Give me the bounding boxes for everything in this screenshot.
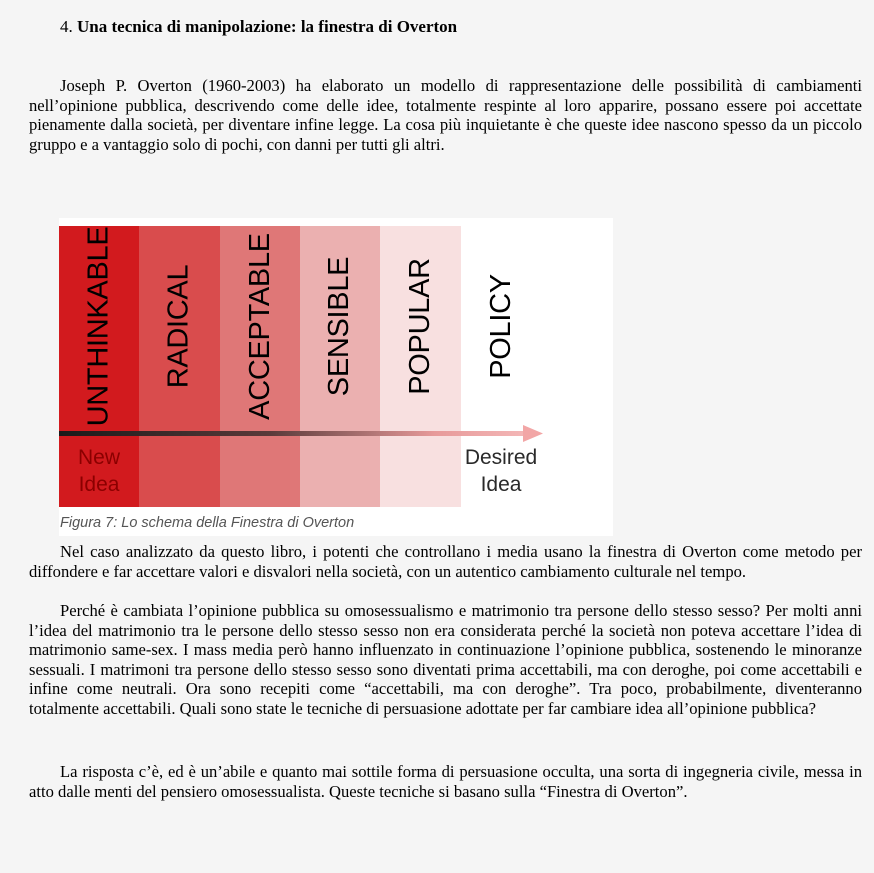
band-popular: [380, 226, 461, 507]
overton-window-figure: [59, 218, 613, 536]
band-label-sensible: SENSIBLE: [323, 256, 356, 396]
progression-arrow: [59, 422, 559, 446]
start-label-line2: Idea: [78, 473, 120, 496]
paragraph-media: Nel caso analizzato da questo libro, i potenti che controllano i media usano la finestra di Overton come metodo per diffondere e far accettare valori e disvalori nella società, con un autentico cambiamento culturale nel tempo.: [29, 542, 862, 581]
paragraph-question: Perché è cambiata l’opinione pubblica su omosessualismo e matrimonio tra persone dello stesso sesso? Per molti anni l’idea del matrimonio tra le persone dello stesso sesso non era considerata perché la società non poteva accettare l’idea di matrimonio same-sex. I mass media però hanno influenzato in continuazione l’opinione pubblica, sostenendo le minoranze sessuali. I matrimoni tra persone dello stesso sesso sono diventati prima accettabili, ma con deroghe, poi come accettabili e infine come neutrali. Ora sono recepiti come “accettabili, ma con deroghe”. Tra poco, probabilmente, diventeranno totalmente accettabili. Quali sono state le tecniche di persuasione adottate per far cambiare idea all’opinione pubblica?: [29, 601, 862, 718]
end-label: [459, 444, 543, 498]
band-label-unthinkable: UNTHINKABLE: [82, 226, 115, 426]
section-number: 4.: [60, 17, 73, 36]
band-label-policy: POLICY: [484, 273, 517, 379]
paragraph-answer: La risposta c’è, ed è un’abile e quanto mai sottile forma di persuasione occulta, una sorta di ingegneria civile, messa in atto dalle menti del pensiero omosessualista. Queste tecniche si basano sulla “Finestra di Overton”.: [29, 762, 862, 801]
band-label-popular: POPULAR: [403, 257, 436, 395]
arrow-head: [523, 425, 543, 442]
arrow-shaft: [59, 431, 529, 436]
paragraph-intro: Joseph P. Overton (1960-2003) ha elaborato un modello di rappresentazione delle possibilità di cambiamenti nell’opinione pubblica, descrivendo come delle idee, totalmente respinte al loro apparire, possano essere poi accettate pienamente dalla società, per diventare infine legge. La cosa più inquietante è che queste idee nascono spesso da un piccolo gruppo e a vantaggio solo di pochi, con danni per tutti gli altri.: [29, 76, 862, 154]
end-label-line1: Desired: [464, 446, 538, 469]
band-sensible: [300, 226, 380, 507]
overton-bands: [59, 226, 613, 507]
start-label-line1: New: [77, 446, 120, 469]
end-label-line2: Idea: [480, 473, 522, 496]
start-label: [59, 444, 139, 498]
section-title: Una tecnica di manipolazione: la finestra di Overton: [77, 17, 458, 36]
figure-caption: Figura 7: Lo schema della Finestra di Overton: [60, 515, 355, 531]
band-label-acceptable: ACCEPTABLE: [243, 232, 276, 420]
band-radical: [139, 226, 220, 507]
band-label-radical: RADICAL: [162, 264, 195, 388]
section-heading: [60, 17, 457, 37]
band-acceptable: [220, 226, 300, 507]
